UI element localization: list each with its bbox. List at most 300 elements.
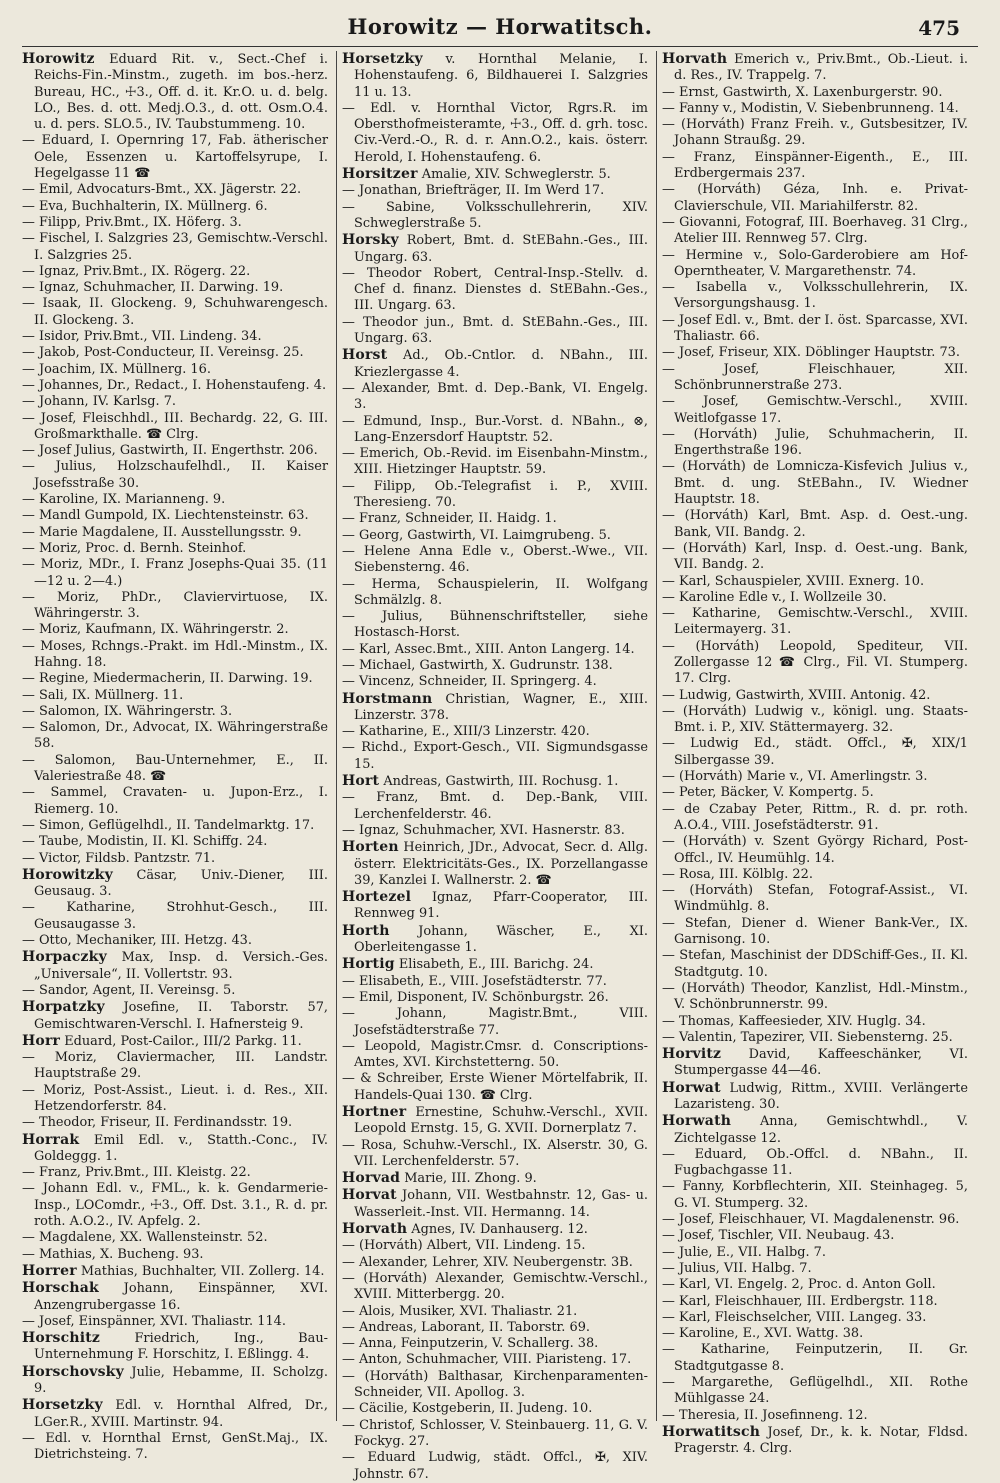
directory-column-2 (342, 51, 648, 1482)
directory-entry (662, 916, 968, 949)
entry-text: — Salomon, Bau-Unternehmer, E., II. Valeriestraße 48. ☎ (22, 752, 328, 785)
directory-entry (22, 1263, 328, 1280)
entry-text: — Karl, Fleischhauer, III. Erdbergstr. 118. (662, 1293, 938, 1309)
directory-entry (342, 347, 648, 381)
directory-entry (342, 1255, 648, 1271)
entry-surname: Horsetzky (22, 1397, 103, 1414)
entry-surname: Horpatzky (22, 999, 105, 1016)
directory-entry (662, 1326, 968, 1342)
directory-entry (662, 1080, 968, 1114)
entry-text: — Franz, Bmt. d. Dep.-Bank, VIII. Lerchenfelderstr. 46. (342, 790, 648, 822)
directory-entry (662, 834, 968, 867)
directory-entry (22, 1181, 328, 1230)
directory-entry (662, 1046, 968, 1080)
directory-entry (342, 773, 648, 790)
directory-entry (22, 688, 328, 704)
entry-text: Johann, Wäscher, E., XI. Oberleitengasse 1. (354, 923, 648, 956)
directory-entry (342, 51, 648, 101)
directory-entry (342, 1320, 648, 1336)
entry-text: — (Horváth) Karl, Bmt. Asp. d. Oest.-ung. Bank, VII. Bandg. 2. (662, 508, 968, 540)
entry-text: Andreas, Gastwirth, III. Rochusg. 1. (379, 774, 619, 790)
entry-text: — Taube, Modistin, II. Kl. Schiffg. 24. (22, 834, 268, 850)
directory-entry (342, 1187, 648, 1221)
directory-entry (342, 674, 648, 690)
entry-text: — Simon, Geflügelhdl., II. Tandelmarktg. 17. (22, 817, 315, 833)
entry-text: — Moriz, Kaufmann, IX. Währingerstr. 2. (22, 622, 289, 638)
entry-text: — (Horváth) Albert, VII. Lindeng. 15. (342, 1238, 586, 1254)
directory-entry (22, 999, 328, 1033)
entry-text: — (Horváth) Franz Freih. v., Gutsbesitzer, IV. Johann Straußg. 29. (662, 117, 968, 149)
entry-surname: Horten (342, 839, 399, 856)
entry-text: — Victor, Fildsb. Pantzstr. 71. (22, 850, 216, 866)
entry-surname: Hortner (342, 1104, 407, 1120)
entry-text: Max, Insp. d. Versich.-Ges. „Universale“, II. Vollertstr. 93. (34, 950, 328, 982)
entry-surname: Horvat (342, 1187, 397, 1204)
directory-entry (662, 280, 968, 313)
entry-text: — (Horváth) Ludwig v., königl. ung. Staats-Bmt. i. P., XIV. Stättermayerg. 32. (662, 703, 968, 736)
directory-entry (22, 753, 328, 786)
directory-entry (22, 541, 328, 557)
page-header (0, 14, 1000, 48)
entry-text: — Georg, Gastwirth, VI. Laimgrubeng. 5. (342, 527, 611, 543)
entry-text: — Isaak, II. Glockeng. 9, Schuhwarengesch. II. Glockeng. 3. (22, 296, 328, 328)
directory-entry (22, 622, 328, 638)
directory-entry (342, 823, 648, 839)
entry-text: Eduard, Post-Cailor., III/2 Parkg. 11. (60, 1033, 302, 1049)
entry-text: David, Kaffeeschänker, VI. Stumpergasse 44—46. (674, 1047, 968, 1079)
entry-text: — Leopold, Magistr.Cmsr. d. Conscriptions-Amtes, XVI. Kirchstetterng. 50. (342, 1038, 648, 1071)
directory-entry (22, 834, 328, 850)
directory-column-3 (662, 51, 968, 1457)
entry-text: — Andreas, Laborant, II. Taborstr. 69. (342, 1319, 590, 1335)
entry-text: — Eduard Ludwig, städt. Offcl., ✠, XIV. Johnstr. 67. (342, 1450, 648, 1482)
directory-entry (342, 381, 648, 414)
entry-text: — Josef, Fleischhdl., III. Bechardg. 22, G. III. Großmarkthalle. ☎ Clrg. (22, 410, 328, 442)
entry-text: — Johannes, Dr., Redact., I. Hohenstaufeng. 4. (22, 377, 327, 393)
directory-entry (22, 818, 328, 834)
entry-text: — Fanny v., Modistin, V. Siebenbrunneng. 14. (662, 100, 959, 116)
entry-text: — Josef, Fleischhauer, XII. Schönbrunnerstraße 273. (662, 361, 968, 393)
entry-text: — (Horváth) Theodor, Kanzlist, Hdl.-Minstm., V. Schönbrunnerstr. 99. (662, 980, 968, 1013)
entry-text: — Moriz, Claviermacher, III. Landstr. Hauptstraße 29. (22, 1050, 328, 1082)
entry-surname: Horpaczky (22, 949, 107, 966)
entry-text: — Ludwig Ed., städt. Offcl., ✠, XIX/1 Silbergasse 39. (662, 736, 968, 768)
directory-entry (342, 1304, 648, 1320)
directory-entry (22, 1397, 328, 1431)
directory-entry (22, 1280, 328, 1314)
entry-text: Marie, III. Zhong. 9. (400, 1171, 537, 1187)
entry-text: — (Horváth) Stefan, Fotograf-Assist., VI. Windmühlg. 8. (662, 883, 968, 915)
entry-text: — Thomas, Kaffeesieder, XIV. Huglg. 34. (662, 1013, 926, 1029)
directory-entry (342, 609, 648, 642)
entry-text: Cäsar, Univ.-Diener, III. Geusaug. 3. (34, 867, 328, 900)
directory-entry (342, 658, 648, 674)
directory-entry (342, 1006, 648, 1039)
directory-entry (662, 1212, 968, 1228)
directory-entry (662, 1294, 968, 1310)
directory-entry (22, 1314, 328, 1330)
entry-text: Agnes, IV. Danhauserg. 12. (407, 1222, 588, 1238)
directory-entry (22, 459, 328, 492)
entry-text: — Otto, Mechaniker, III. Hetzg. 43. (22, 933, 252, 949)
directory-entry (22, 215, 328, 231)
entry-text: — Peter, Bäcker, V. Kompertg. 5. (662, 785, 874, 801)
entry-text: — Katharine, Feinputzerin, II. Gr. Stadtgutgasse 8. (662, 1342, 968, 1374)
column-divider (336, 51, 337, 1421)
directory-entry (22, 443, 328, 459)
entry-text: — Filipp, Priv.Bmt., IX. Höferg. 3. (22, 214, 242, 230)
directory-entry (342, 577, 648, 610)
directory-entry (662, 883, 968, 916)
directory-entry (662, 704, 968, 737)
directory-entry (342, 974, 648, 990)
directory-entry (22, 51, 328, 133)
entry-text: — Edl. v. Hornthal Ernst, GenSt.Maj., IX. Dietrichsteing. 7. (22, 1430, 328, 1463)
entry-text: — Alexander, Lehrer, XIV. Neubergenstr. 3B. (342, 1254, 633, 1270)
directory-entry (342, 642, 648, 658)
directory-entry (342, 479, 648, 512)
entry-surname: Horowitzky (22, 866, 113, 883)
entry-text: — Moriz, PhDr., Claviervirtuose, IX. Währingerstr. 3. (22, 589, 328, 622)
entry-text: v. Hornthal Melanie, I. Hohenstaufeng. 6, Bildhauerei I. Salzgries 11 u. 13. (354, 52, 648, 100)
directory-entry (662, 1014, 968, 1030)
directory-entry (662, 1179, 968, 1212)
entry-text: — Ignaz, Priv.Bmt., IX. Rögerg. 22. (22, 263, 251, 279)
entry-surname: Horschitz (22, 1330, 101, 1347)
entry-text: — (Horváth) Karl, Insp. d. Oest.-ung. Bank, VII. Bandg. 2. (662, 540, 968, 573)
entry-text: — Josef, Friseur, XIX. Döblinger Hauptstr. 73. (662, 345, 960, 361)
directory-entry (22, 182, 328, 198)
entry-text: — Sali, IX. Müllnerg. 11. (22, 687, 184, 703)
entry-surname: Horowitz (22, 51, 95, 67)
entry-text: — Emil, Disponent, IV. Schönburgstr. 26. (342, 989, 609, 1005)
entry-text: — Karoline, E., XVI. Wattg. 38. (662, 1326, 864, 1342)
entry-text: — Josef, Tischler, VII. Neubaug. 43. (662, 1228, 895, 1244)
entry-text: — Elisabeth, E., VIII. Josefstädterstr. 77. (342, 973, 607, 989)
directory-entry (662, 981, 968, 1014)
entry-surname: Horsetzky (342, 51, 423, 67)
entry-text: — Rosa, Schuhw.-Verschl., IX. Alserstr. 30, G. VII. Lerchenfelderstr. 57. (342, 1137, 648, 1169)
entry-text: — Sandor, Agent, II. Vereinsg. 5. (22, 982, 236, 998)
directory-entry (662, 785, 968, 801)
directory-entry (662, 1228, 968, 1244)
entry-text: — Regine, Miedermacherin, II. Darwing. 19. (22, 671, 313, 687)
entry-text: — Julius, Holzschaufelhdl., II. Kaiser Josefsstraße 30. (22, 459, 328, 491)
directory-entry (342, 1039, 648, 1072)
directory-entry (22, 199, 328, 215)
directory-entry (22, 557, 328, 590)
directory-entry (22, 1132, 328, 1166)
entry-text: Ad., Ob.-Cntlor. d. NBahn., III. Kriezlergasse 4. (354, 348, 648, 380)
entry-surname: Horvitz (662, 1046, 722, 1063)
entry-text: — Josef Julius, Gastwirth, II. Engerthstr. 206. (22, 443, 318, 459)
entry-surname: Horwatitsch (662, 1423, 761, 1440)
directory-entry (342, 691, 648, 725)
entry-text: — Moses, Rchngs.-Prakt. im Hdl.-Minstm., IX. Hahng. 18. (22, 638, 328, 670)
directory-entry (662, 688, 968, 704)
entry-text: — Ernst, Gastwirth, X. Laxenburgerstr. 90. (662, 84, 943, 100)
directory-entry (662, 574, 968, 590)
entry-text: Emerich v., Priv.Bmt., Ob.-Lieut. i. d. Res., IV. Trappelg. 7. (674, 52, 968, 84)
entry-text: Heinrich, JDr., Advocat, Secr. d. Allg. österr. Elektricitäts-Ges., IX. Porzellangasse 39, Kanzlei I. Wallnerstr. 2. ☎ (354, 840, 648, 888)
directory-entry (662, 1113, 968, 1147)
entry-text: — Theodor, Friseur, II. Ferdinandsstr. 19. (22, 1115, 293, 1131)
entry-text: — Richd., Export-Gesch., VII. Sigmundsgasse 15. (342, 740, 648, 772)
directory-entry (342, 1352, 648, 1368)
entry-text: Julie, Hebamme, II. Scholzg. 9. (34, 1364, 328, 1397)
entry-text: — Helene Anna Edle v., Oberst.-Wwe., VII. Siebensterng. 46. (342, 543, 648, 576)
entry-text: — Edl. v. Hornthal Victor, Rgrs.R. im Obersthofmeisteramte, ☩3., Off. d. grh. tosc. Civ.-Verd.-O., R. d. r. Ann.O.2., kais. österr. Herold, I. Hohenstaufeng. 6. (342, 100, 648, 165)
directory-entry (662, 150, 968, 183)
entry-surname: Hort (342, 773, 380, 790)
entry-text: — Katharine, Strohhut-Gesch., III. Geusaugasse 3. (22, 900, 328, 932)
entry-text: — Anton, Schuhmacher, VIII. Piaristeng. 17. (342, 1352, 632, 1368)
entry-text: — Marie Magdalene, II. Ausstellungsstr. 9. (22, 524, 302, 540)
directory-entry (22, 362, 328, 378)
directory-entry (662, 362, 968, 395)
directory-entry (22, 900, 328, 933)
directory-entry (22, 983, 328, 999)
entry-text: — Karl, Fleischselcher, VIII. Langeg. 33. (662, 1309, 927, 1325)
directory-entry (662, 606, 968, 639)
directory-entry (662, 1030, 968, 1046)
entry-surname: Horvad (342, 1170, 401, 1187)
directory-entry (662, 215, 968, 248)
directory-entry (22, 345, 328, 361)
entry-text: — Moriz, Proc. d. Bernh. Steinhof. (22, 540, 247, 556)
entry-text: — (Horváth) de Lomnicza-Kisfevich Julius v., Bmt. d. ung. StEBahn., IV. Wiedner Hauptstr. 18. (662, 459, 968, 508)
directory-entry (662, 1277, 968, 1293)
entry-text: — Theodor Robert, Central-Insp.-Stellv. d. Chef d. finanz. Dienstes d. StEBahn.-Ges., III. Ungarg. 63. (342, 265, 648, 314)
directory-entry (22, 280, 328, 296)
entry-text: — Moriz, Post-Assist., Lieut. i. d. Res., XII. Hetzendorferstr. 84. (22, 1082, 328, 1114)
directory-entry (342, 315, 648, 348)
entry-text: — (Horváth) Julie, Schuhmacherin, II. Engerthstraße 196. (662, 426, 968, 459)
entry-text: Johann, Einspänner, XVI. Anzengrubergasse 16. (34, 1281, 328, 1313)
entry-text: — Josef, Fleischhauer, VI. Magdalenenstr. 96. (662, 1212, 960, 1228)
directory-entry (662, 590, 968, 606)
directory-entry (342, 956, 648, 973)
directory-entry (662, 769, 968, 785)
directory-entry (342, 166, 648, 183)
directory-entry (342, 1238, 648, 1254)
entry-text: — Eduard, I. Opernring 17, Fab. ätherischer Oele, Essenzen u. Kartoffelsyrupe, I. Hegelgasse 11 ☎ (22, 133, 328, 182)
entry-text: — Karl, VI. Engelg. 2, Proc. d. Anton Goll. (662, 1277, 936, 1293)
entry-text: Elisabeth, E., III. Barichg. 24. (394, 957, 594, 973)
directory-entry (662, 459, 968, 508)
entry-text: — (Horváth) Balthasar, Kirchenparamenten-Schneider, VII. Apollog. 3. (342, 1368, 648, 1401)
directory-entry (342, 839, 648, 889)
directory-entry (22, 720, 328, 753)
directory-entry (662, 802, 968, 835)
entry-text: — Giovanni, Fotograf, III. Boerhaveg. 31 Clrg., Atelier III. Rennweg 57. Clrg. (662, 214, 968, 247)
entry-text: — Mathias, X. Bucheng. 93. (22, 1246, 204, 1262)
entry-surname: Horsky (342, 232, 399, 249)
entry-text: — de Czabay Peter, Rittm., R. d. pr. roth. A.O.4., VIII. Josefstädterstr. 91. (662, 801, 968, 833)
entry-surname: Hortezel (342, 889, 412, 906)
directory-entry (662, 1147, 968, 1180)
entry-text: — Cäcilie, Kostgeberin, II. Judeng. 10. (342, 1401, 593, 1417)
directory-entry (662, 541, 968, 574)
directory-entry (662, 948, 968, 981)
directory-entry (342, 790, 648, 823)
entry-text: Josef, Dr., k. k. Notar, Fldsd. Pragerstr. 4. Clrg. (674, 1424, 968, 1457)
entry-text: — Sammel, Cravaten- u. Jupon-Erz., I. Riemerg. 10. (22, 785, 328, 817)
entry-text: — Ignaz, Schuhmacher, II. Darwing. 19. (22, 280, 284, 296)
entry-text: — Julius, Bühnenschriftsteller, siehe Hostasch-Horst. (342, 609, 648, 641)
entry-text: — Alois, Musiker, XVI. Thaliastr. 21. (342, 1303, 578, 1319)
directory-entry (342, 1071, 648, 1104)
entry-text: — Mandl Gumpold, IX. Liechtensteinstr. 63. (22, 508, 309, 524)
directory-entry (342, 1418, 648, 1451)
entry-text: Johann, VII. Westbahnstr. 12, Gas- u. Wasserleit.-Inst. VII. Hermanng. 14. (354, 1188, 648, 1220)
directory-entry (342, 183, 648, 199)
entry-text: — Johann, Magistr.Bmt., VIII. Josefstädterstraße 77. (342, 1006, 648, 1038)
directory-entry (662, 1245, 968, 1261)
directory-entry (22, 1115, 328, 1131)
directory-entry (22, 264, 328, 280)
entry-text: — Salomon, Dr., Advocat, IX. Währingerstraße 58. (22, 720, 328, 752)
entry-surname: Hortig (342, 956, 395, 973)
directory-entry (22, 590, 328, 623)
directory-entry (22, 704, 328, 720)
directory-entry (662, 1342, 968, 1375)
entry-text: Amalie, XIV. Schweglerstr. 5. (417, 167, 611, 183)
directory-entry (22, 1431, 328, 1464)
entry-text: — (Horváth) v. Szent György Richard, Post-Offcl., IV. Heumühlg. 14. (662, 834, 968, 866)
entry-surname: Horstmann (342, 690, 433, 707)
directory-entry (22, 671, 328, 687)
entry-text: — Isidor, Priv.Bmt., VII. Lindeng. 34. (22, 329, 262, 345)
directory-entry (342, 446, 648, 479)
entry-text: — Johann, IV. Karlsg. 7. (22, 394, 177, 410)
directory-entry (662, 117, 968, 150)
entry-text: — Franz, Priv.Bmt., III. Kleistg. 22. (22, 1165, 251, 1181)
directory-entry (342, 923, 648, 957)
entry-text: — Michael, Gastwirth, X. Gudrunstr. 138. (342, 657, 613, 673)
directory-entry (662, 508, 968, 541)
entry-surname: Horsitzer (342, 166, 418, 183)
entry-surname: Horschak (22, 1280, 99, 1297)
directory-entry (342, 740, 648, 773)
entry-text: — Karoline Edle v., I. Wollzeile 30. (662, 589, 887, 605)
entry-text: — Alexander, Bmt. d. Dep.-Bank, VI. Engelg. 3. (342, 380, 648, 413)
directory-entry (22, 329, 328, 345)
page-number: 475 (918, 16, 960, 40)
entry-text: — Hermine v., Solo-Garderobiere am Hof-Operntheater, V. Margarethenstr. 74. (662, 247, 968, 279)
entry-surname: Horvath (342, 1221, 408, 1238)
entry-text: — Theresia, II. Josefinneng. 12. (662, 1407, 868, 1423)
entry-text: — Katharine, Gemischtw.-Verschl., XVIII. Leitermayerg. 31. (662, 606, 968, 638)
entry-text: — Karoline, IX. Marianneng. 9. (22, 492, 226, 508)
entry-text: — Stefan, Diener d. Wiener Bank-Ver., IX. Garnisong. 10. (662, 915, 968, 948)
entry-text: — Franz, Schneider, II. Haidg. 1. (342, 511, 557, 527)
entry-text: — Vincenz, Schneider, II. Springerg. 4. (342, 674, 597, 690)
directory-entry (342, 1401, 648, 1417)
entry-text: Edl. v. Hornthal Alfred, Dr., LGer.R., XVIII. Martinstr. 94. (34, 1398, 328, 1430)
directory-entry (662, 345, 968, 361)
entry-surname: Horst (342, 347, 388, 364)
directory-entry (22, 411, 328, 444)
entry-text: Ludwig, Rittm., XVIII. Verlängerte Lazaristeng. 30. (674, 1080, 968, 1112)
directory-entry (22, 639, 328, 672)
entry-text: — Julie, E., VII. Halbg. 7. (662, 1244, 826, 1260)
entry-text: Robert, Bmt. d. StEBahn.-Ges., III. Ungarg. 63. (354, 233, 648, 265)
directory-entry (342, 1104, 648, 1138)
directory-entry (662, 248, 968, 281)
directory-entry (342, 101, 648, 166)
directory-entry (342, 990, 648, 1006)
entry-surname: Horr (22, 1032, 61, 1049)
directory-entry (342, 528, 648, 544)
entry-text: Anna, Gemischtwhdl., V. Zichtelgasse 12. (674, 1114, 968, 1146)
directory-entry (662, 101, 968, 117)
directory-entry (342, 889, 648, 923)
entry-surname: Horwath (662, 1113, 732, 1130)
entry-text: Friedrich, Ing., Bau-Unternehmung F. Horschitz, I. Eßlingg. 4. (34, 1331, 328, 1363)
directory-entry (342, 544, 648, 577)
directory-entry (662, 736, 968, 769)
directory-entry (662, 182, 968, 215)
entry-text: — Josef, Einspänner, XVI. Thaliastr. 114. (22, 1313, 286, 1329)
entry-text: — Julius, VII. Halbg. 7. (662, 1260, 812, 1276)
entry-text: Ignaz, Pfarr-Cooperator, III. Rennweg 91. (354, 890, 648, 922)
entry-text: Ernestine, Schuhw.-Verschl., XVII. Leopold Ernstg. 15, G. XVII. Dornerplatz 7. (354, 1105, 648, 1137)
column-divider (656, 51, 657, 1421)
entry-text: — Eduard, Ob.-Offcl. d. NBahn., II. Fugbachgasse 11. (662, 1146, 968, 1179)
entry-text: — (Horváth) Leopold, Spediteur, VII. Zollergasse 12 ☎ Clrg., Fil. VI. Stumperg. 17. Clrg. (662, 638, 968, 687)
directory-entry (22, 296, 328, 329)
entry-text: — Jakob, Post-Conducteur, II. Vereinsg. 25. (22, 345, 304, 361)
directory-entry (342, 1336, 648, 1352)
entry-text: — Jonathan, Briefträger, II. Im Werd 17. (342, 183, 605, 199)
directory-entry (342, 1170, 648, 1187)
entry-text: — Karl, Assec.Bmt., XIII. Anton Langerg. 14. (342, 641, 635, 657)
directory-entry (22, 394, 328, 410)
directory-entry (662, 1375, 968, 1408)
entry-text: — Edmund, Insp., Bur.-Vorst. d. NBahn., ⊗, Lang-Enzersdorf Hauptstr. 52. (342, 413, 648, 445)
directory-entry (662, 1424, 968, 1458)
entry-surname: Horth (342, 922, 390, 939)
entry-text: — Fanny, Korbflechterin, XII. Steinhageg. 5, G. VI. Stumperg. 32. (662, 1179, 968, 1211)
entry-text: — (Horváth) Marie v., VI. Amerlingstr. 3. (662, 769, 928, 785)
directory-entry (342, 1138, 648, 1171)
entry-surname: Horvath (662, 51, 728, 67)
directory-entry (22, 1364, 328, 1398)
entry-text: — Joachim, IX. Müllnerg. 16. (22, 361, 211, 377)
directory-entry (342, 511, 648, 527)
directory-entry (342, 1271, 648, 1304)
directory-entry (22, 933, 328, 949)
entry-surname: Horschovsky (22, 1363, 124, 1380)
entry-text: — Anna, Feinputzerin, V. Schallerg. 38. (342, 1336, 599, 1352)
entry-text: — Stefan, Maschinist der DDSchiff-Ges., II. Kl. Stadtgutg. 10. (662, 948, 968, 980)
directory-entry (22, 785, 328, 818)
directory-entry (22, 1165, 328, 1181)
entry-text: Eduard Rit. v., Sect.-Chef i. Reichs-Fin.-Minstm., zugeth. im bos.-herz. Bureau, HC., ☩3., Off. d. it. Kr.O. u. d. belg. LO., Bes. d. ott. Medj.O.3., d. ott. Osm.O.4. u. d. pers. SLO.5., IV. Taubstummeng. 10. (34, 52, 328, 133)
directory-entry (342, 200, 648, 233)
entry-text: Christian, Wagner, E., XIII. Linzerstr. 378. (354, 691, 648, 723)
directory-entry (22, 1033, 328, 1050)
entry-text: — Josef Edl. v., Bmt. der I. öst. Sparcasse, XVI. Thaliastr. 66. (662, 312, 968, 345)
directory-entry (22, 1230, 328, 1246)
directory-entry (22, 508, 328, 524)
entry-text: — Franz, Einspänner-Eigenth., E., III. Erdbergermais 237. (662, 149, 968, 182)
entry-text: — Valentin, Tapezirer, VII. Siebensterng. 25. (662, 1029, 953, 1045)
entry-text: Emil Edl. v., Statth.-Conc., IV. Goldeggg. 1. (34, 1132, 328, 1164)
directory-entry (22, 1050, 328, 1083)
directory-entry (22, 378, 328, 394)
